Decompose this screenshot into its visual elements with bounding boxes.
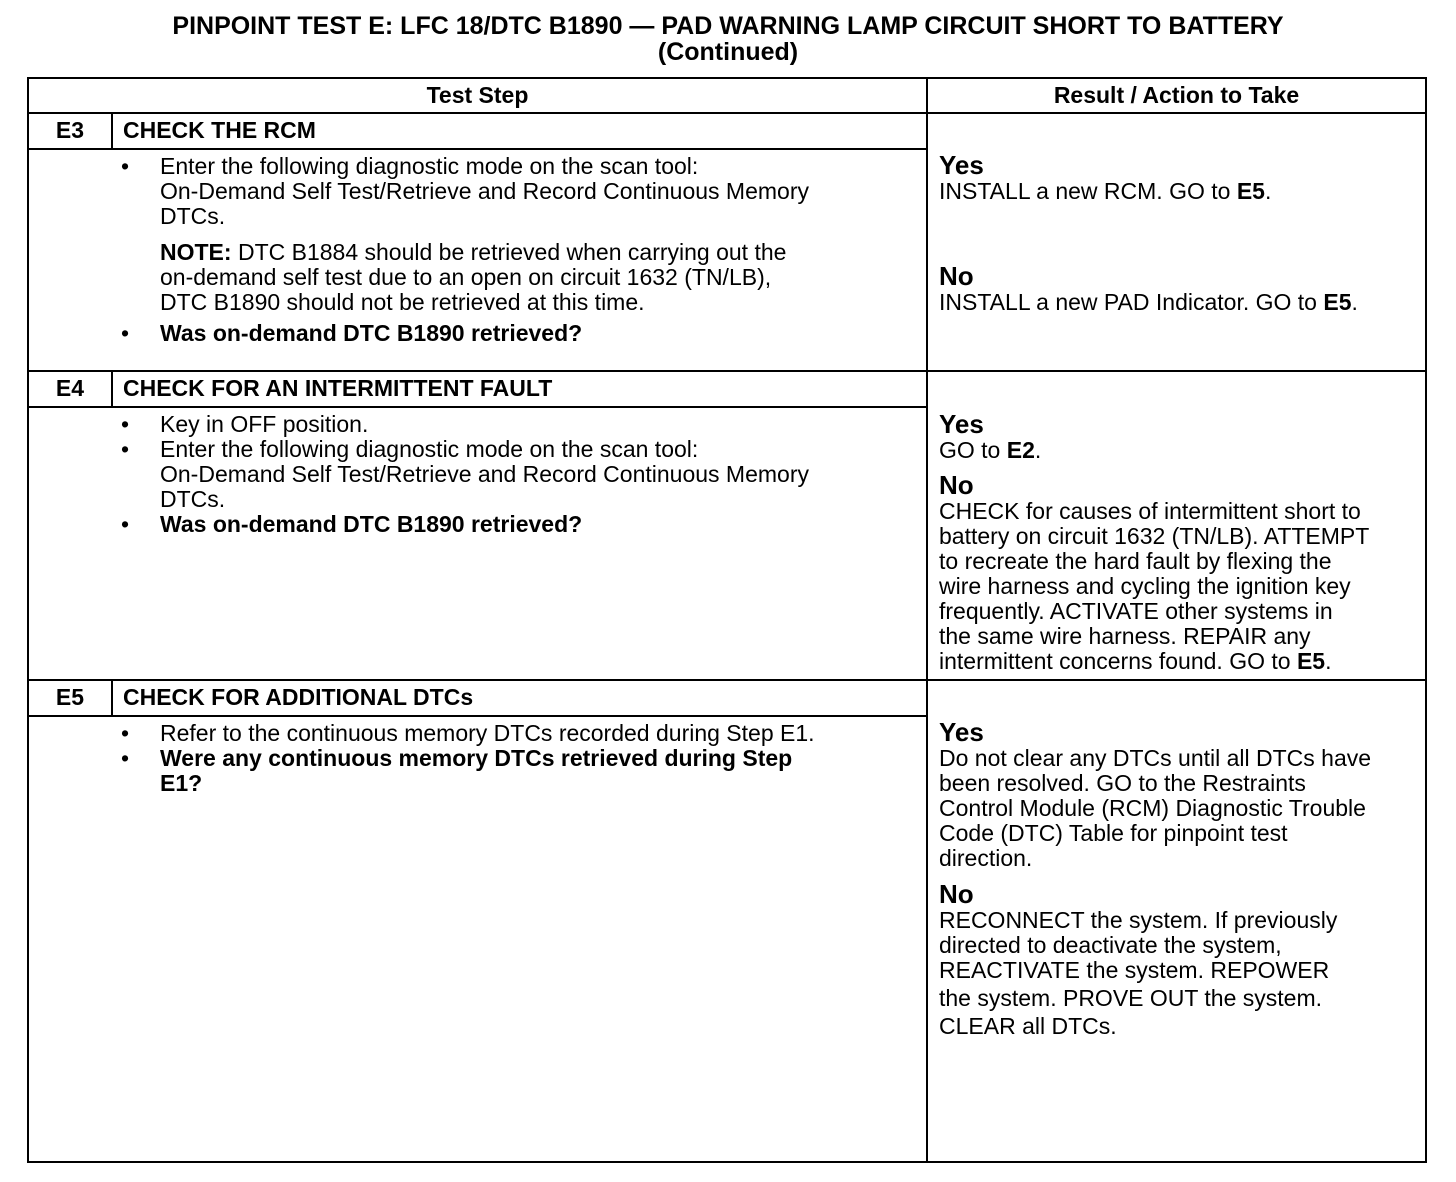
step-divider-e5-title bbox=[27, 715, 927, 717]
e5-no-label: No bbox=[939, 879, 974, 909]
e4-no-ref: E5 bbox=[1296, 648, 1326, 674]
step-divider-e3-title bbox=[27, 148, 927, 150]
page-title: PINPOINT TEST E: LFC 18/DTC B1890 — PAD WARNING LAMP CIRCUIT SHORT TO BATTERY bbox=[172, 12, 1284, 40]
e4-yes-action bbox=[939, 438, 1425, 463]
e5-yes-line: Do not clear any DTCs until all DTCs have bbox=[939, 745, 1372, 771]
e4-no-line: to recreate the hard fault by flexing the bbox=[939, 548, 1332, 574]
bullet-icon: • bbox=[121, 720, 130, 746]
bullet-icon: • bbox=[121, 153, 130, 179]
e5-no-line: RECONNECT the system. If previously bbox=[939, 907, 1338, 933]
e3-instruction-line: DTCs. bbox=[160, 203, 226, 229]
e3-yes-ref: E5 bbox=[1236, 178, 1265, 204]
note-label: NOTE: bbox=[160, 239, 232, 265]
e5-yes-line: Control Module (RCM) Diagnostic Trouble bbox=[939, 795, 1366, 821]
e5-no-line: CLEAR all DTCs. bbox=[939, 1013, 1117, 1039]
page-subtitle: (Continued) bbox=[657, 38, 799, 66]
e4-no-text: intermittent concerns found. GO to bbox=[939, 648, 1297, 674]
row-divider-e4-e5 bbox=[27, 679, 1427, 681]
e5-no-line: the system. PROVE OUT the system. bbox=[939, 985, 1323, 1011]
bullet-icon: • bbox=[121, 745, 130, 771]
e4-yes-text: GO to bbox=[939, 437, 1007, 463]
e4-no-line: the same wire harness. REPAIR any bbox=[939, 623, 1311, 649]
e4-no-action-final bbox=[939, 649, 1425, 674]
e5-no-line: directed to deactivate the system, bbox=[939, 932, 1282, 958]
header-divider bbox=[27, 112, 1427, 114]
row-divider-e3-e4 bbox=[27, 370, 1427, 372]
e5-instruction-line: Refer to the continuous memory DTCs recorded during Step E1. bbox=[160, 720, 815, 746]
e4-yes-ref: E2 bbox=[1006, 437, 1035, 463]
e5-question-line: Were any continuous memory DTCs retrieved during Step bbox=[160, 745, 793, 771]
e5-yes-line: direction. bbox=[939, 845, 1033, 871]
e5-question-line: E1? bbox=[160, 770, 203, 796]
e3-note-line: DTC B1890 should not be retrieved at this time. bbox=[160, 289, 645, 315]
e4-no-line: frequently. ACTIVATE other systems in bbox=[939, 598, 1333, 624]
e3-instruction-line: Enter the following diagnostic mode on the scan tool: bbox=[160, 153, 699, 179]
period: . bbox=[1325, 648, 1332, 674]
bullet-icon: • bbox=[121, 511, 130, 537]
period: . bbox=[1264, 178, 1272, 204]
e4-question: Was on-demand DTC B1890 retrieved? bbox=[160, 511, 583, 537]
e4-instruction-line: Enter the following diagnostic mode on the scan tool: bbox=[160, 436, 699, 462]
e3-note-line: on-demand self test due to an open on circuit 1632 (TN/LB), bbox=[160, 264, 772, 290]
e4-no-line: battery on circuit 1632 (TN/LB). ATTEMPT bbox=[939, 523, 1370, 549]
e5-yes-line: Code (DTC) Table for pinpoint test bbox=[939, 820, 1288, 846]
note-text: DTC B1884 should be retrieved when carrying out the bbox=[231, 239, 787, 265]
e4-instruction-line: DTCs. bbox=[160, 486, 226, 512]
e3-note bbox=[160, 240, 786, 265]
period: . bbox=[1034, 437, 1042, 463]
e4-no-line: CHECK for causes of intermittent short to bbox=[939, 498, 1361, 524]
step-divider-e4-title bbox=[27, 406, 927, 408]
step-title-e3: CHECK THE RCM bbox=[123, 117, 316, 143]
e4-no-label: No bbox=[939, 470, 974, 500]
step-id-e3: E3 bbox=[55, 117, 85, 143]
e3-no-text: INSTALL a new PAD Indicator. GO to bbox=[939, 289, 1324, 315]
e4-instruction-line: Key in OFF position. bbox=[160, 411, 369, 437]
step-id-e5: E5 bbox=[55, 684, 85, 710]
period: . bbox=[1351, 289, 1358, 315]
step-title-e5: CHECK FOR ADDITIONAL DTCs bbox=[123, 684, 474, 710]
step-title-e4: CHECK FOR AN INTERMITTENT FAULT bbox=[123, 375, 553, 401]
column-divider bbox=[926, 77, 928, 1163]
e4-instruction-line: On-Demand Self Test/Retrieve and Record Continuous Memory bbox=[160, 461, 809, 487]
e3-no-label: No bbox=[939, 261, 974, 291]
e4-no-line: wire harness and cycling the ignition key bbox=[939, 573, 1351, 599]
column-header-result: Result / Action to Take bbox=[1053, 82, 1300, 108]
e3-no-ref: E5 bbox=[1323, 289, 1352, 315]
step-id-e4: E4 bbox=[55, 375, 85, 401]
bullet-icon: • bbox=[121, 436, 130, 462]
e5-yes-line: been resolved. GO to the Restraints bbox=[939, 770, 1306, 796]
e5-no-line: REACTIVATE the system. REPOWER bbox=[939, 957, 1330, 983]
e3-instruction-line: On-Demand Self Test/Retrieve and Record Continuous Memory bbox=[160, 178, 809, 204]
e3-no-action bbox=[939, 290, 1425, 315]
column-header-test-step: Test Step bbox=[426, 82, 529, 108]
e3-question: Was on-demand DTC B1890 retrieved? bbox=[160, 320, 583, 346]
e3-yes-text: INSTALL a new RCM. GO to bbox=[939, 178, 1237, 204]
e4-yes-label: Yes bbox=[939, 409, 984, 439]
bullet-icon: • bbox=[121, 411, 130, 437]
e5-yes-label: Yes bbox=[939, 717, 984, 747]
e3-yes-label: Yes bbox=[939, 150, 984, 180]
bullet-icon: • bbox=[121, 320, 130, 346]
e3-yes-action bbox=[939, 179, 1425, 204]
